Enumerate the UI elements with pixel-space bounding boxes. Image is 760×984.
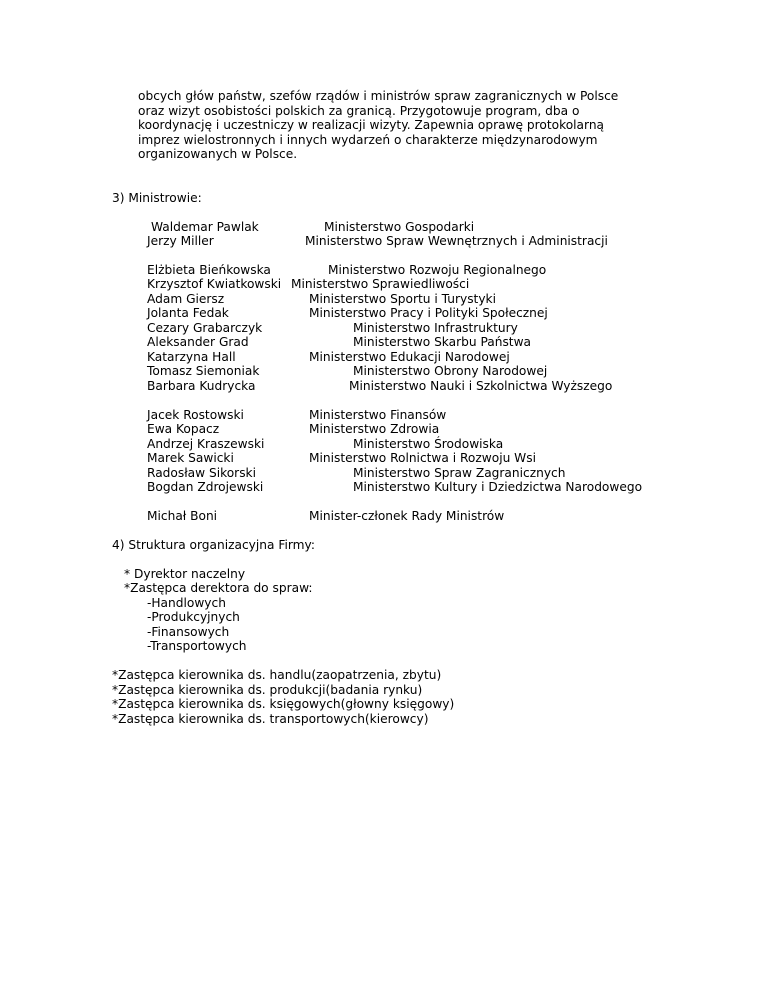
manager-item: *Zastępca kierownika ds. handlu(zaopatrzenia, zbytu) <box>112 668 442 682</box>
minister-name: Cezary Grabarczyk <box>147 321 263 335</box>
minister-ministry: Ministerstwo Środowiska <box>353 437 504 451</box>
manager-item: *Zastępca kierownika ds. transportowych(kierowcy) <box>112 712 429 726</box>
minister-name: Barbara Kudrycka <box>147 379 256 393</box>
manager-item: *Zastępca kierownika ds. księgowych(głowny księgowy) <box>112 697 455 711</box>
minister-name: Andrzej Kraszewski <box>147 437 265 451</box>
minister-ministry: Minister-członek Rady Ministrów <box>309 509 505 523</box>
minister-name: Michał Boni <box>147 509 218 523</box>
intro-line: imprez wielostronnych i innych wydarzeń o charakterze międzynarodowym <box>138 133 598 147</box>
minister-name: Krzysztof Kwiatkowski <box>147 277 282 291</box>
intro-line: organizowanych w Polsce. <box>138 147 298 161</box>
section-4-heading: 4) Struktura organizacyjna Firmy: <box>112 538 315 552</box>
area-item: -Finansowych <box>147 625 230 639</box>
minister-name: Marek Sawicki <box>147 451 234 465</box>
minister-ministry: Ministerstwo Rolnictwa i Rozwoju Wsi <box>309 451 536 465</box>
minister-name: Ewa Kopacz <box>147 422 220 436</box>
minister-name: Jolanta Fedak <box>147 306 229 320</box>
section-3-heading: 3) Ministrowie: <box>112 191 202 205</box>
minister-ministry: Ministerstwo Obrony Narodowej <box>353 364 548 378</box>
minister-ministry: Ministerstwo Nauki i Szkolnictwa Wyższego <box>349 379 613 393</box>
minister-name: Aleksander Grad <box>147 335 249 349</box>
minister-name: Waldemar Pawlak <box>151 220 259 234</box>
manager-item: *Zastępca kierownika ds. produkcji(badania rynku) <box>112 683 423 697</box>
minister-name: Tomasz Siemoniak <box>147 364 260 378</box>
minister-ministry: Ministerstwo Spraw Zagranicznych <box>353 466 566 480</box>
minister-ministry: Ministerstwo Skarbu Państwa <box>353 335 532 349</box>
intro-line: obcych głów państw, szefów rządów i ministrów spraw zagranicznych w Polsce <box>138 89 619 103</box>
minister-ministry: Ministerstwo Edukacji Narodowej <box>309 350 510 364</box>
minister-ministry: Ministerstwo Sportu i Turystyki <box>309 292 496 306</box>
area-item: -Produkcyjnych <box>147 610 240 624</box>
area-item: -Transportowych <box>147 639 247 653</box>
minister-ministry: Ministerstwo Infrastruktury <box>353 321 518 335</box>
minister-name: Katarzyna Hall <box>147 350 236 364</box>
minister-name: Radosław Sikorski <box>147 466 256 480</box>
intro-line: koordynację i uczestniczy w realizacji wizyty. Zapewnia oprawę protokolarną <box>138 118 605 132</box>
minister-ministry: Ministerstwo Kultury i Dziedzictwa Narodowego <box>353 480 643 494</box>
minister-name: Adam Giersz <box>147 292 225 306</box>
area-item: -Handlowych <box>147 596 226 610</box>
minister-ministry: Ministerstwo Finansów <box>309 408 447 422</box>
deputy-item: *Zastępca derektora do spraw: <box>124 581 313 595</box>
minister-ministry: Ministerstwo Spraw Wewnętrznych i Administracji <box>305 234 608 248</box>
minister-ministry: Ministerstwo Gospodarki <box>324 220 475 234</box>
minister-ministry: Ministerstwo Pracy i Polityki Społecznej <box>309 306 548 320</box>
director-item: * Dyrektor naczelny <box>124 567 246 581</box>
minister-ministry: Ministerstwo Sprawiedliwości <box>291 277 470 291</box>
minister-name: Elżbieta Bieńkowska <box>147 263 271 277</box>
minister-name: Bogdan Zdrojewski <box>147 480 264 494</box>
minister-name: Jerzy Miller <box>147 234 214 248</box>
minister-ministry: Ministerstwo Zdrowia <box>309 422 440 436</box>
minister-ministry: Ministerstwo Rozwoju Regionalnego <box>328 263 547 277</box>
intro-line: oraz wizyt osobistości polskich za granicą. Przygotowuje program, dba o <box>138 104 580 118</box>
minister-name: Jacek Rostowski <box>147 408 244 422</box>
